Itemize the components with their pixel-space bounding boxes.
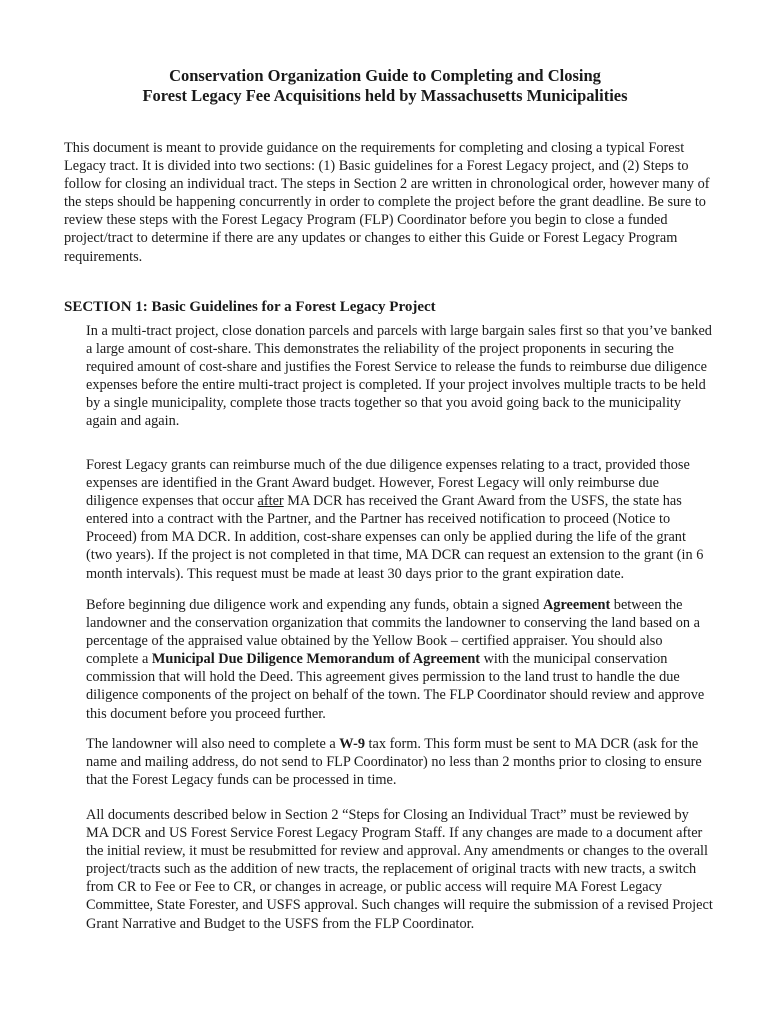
para3-agreement-bold: Agreement [542, 597, 611, 613]
para4-text-a: The landowner will also need to complete a [86, 736, 340, 752]
para3-text-a: Before beginning due diligence work and expending any funds, obtain a signed [86, 597, 543, 613]
title-line-1: Conservation Organization Guide to Completing and Closing [169, 66, 601, 85]
section-1-heading: SECTION 1: Basic Guidelines for a Forest Legacy Project [64, 299, 436, 315]
para3-memo-bold: Municipal Due Diligence Memorandum of Agreement [151, 651, 481, 668]
para2-text-b: MA DCR has received the Grant Award from the USFS, the state has entered into a contract with the Partner, and the Partner has received notification to proceed (Notice to Proceed) from MA DCR. In addition, cost-share expenses can only be applied during the life of the grant (two years). If the project is not completed in that time, MA DCR can request an extension to the grant (in 6 month intervals). This request must be made at least 30 days prior to the grant expiration date. [86, 493, 704, 582]
para3-text-b: between the landowner and the conservation organization that commits the landowner to conserving the land based on a percentage of the appraised value obtained by the Yellow Book – certified appraiser. You should also complete a [86, 597, 700, 668]
paragraph-grant-reimbursement [86, 456, 714, 583]
para2-text-a: Forest Legacy grants can reimburse much of the due diligence expenses relating to a tract, provided those expenses are identified in the Grant Award budget. However, Forest Legacy will only reimburse due diligence expenses that occur [86, 457, 690, 510]
paragraph-review-requirements: All documents described below in Section 2 “Steps for Closing an Individual Tract” must be reviewed by MA DCR and US Forest Service Forest Legacy Program Staff. If any changes are made to a document after the initial review, it must be resubmitted for review and approval. Any amendments or changes to the overall project/tracts such as the addition of new tracts, the replacement of original tracts with new tracts, a switch from CR to Fee or Fee to CR, or changes in acreage, or public access will require MA Forest Legacy Committee, State Forester, and USFS approval. Such changes will require the submission of a revised Project Grant Narrative and Budget to the USFS from the FLP Coordinator. [86, 807, 713, 932]
para3-text-c: with the municipal conservation commission that will hold the Deed. This agreement gives permission to the land trust to handle the due diligence components of the project on behalf of the town. The FLP Coordinator should review and approve this document before you proceed further. [86, 651, 705, 722]
paragraph-w9 [86, 735, 714, 789]
paragraph-multi-tract: In a multi-tract project, close donation parcels and parcels with large bargain sales first so that you’ve banked a large amount of cost-share. This demonstrates the reliability of the project proponents in securing the required amount of cost-share and justifies the Forest Service to release the funds to reimburse due diligence expenses before the entire multi-tract project is completed. If your project involves multiple tracts to be held by a single municipality, complete those tracts together so that you avoid going back to the municipality again and again. [86, 323, 712, 430]
document-title [0, 66, 770, 106]
para2-after-underlined: after [257, 493, 284, 510]
para4-text-b: tax form. This form must be sent to MA DCR (ask for the name and mailing address, do not send to FLP Coordinator) no less than 2 months prior to closing to ensure that the Forest Legacy funds can be processed in time. [86, 736, 702, 789]
title-line-2: Forest Legacy Fee Acquisitions held by Massachusetts Municipalities [142, 86, 628, 105]
intro-paragraph: This document is meant to provide guidance on the requirements for completing and closing a typical Forest Legacy tract. It is divided into two sections: (1) Basic guidelines for a Forest Legacy project, and (2) Steps to follow for closing an individual tract. The steps in Section 2 are written in chronological order, however many of the steps should be happening concurrently in order to complete the project before the grant deadline. Be sure to review these steps with the Forest Legacy Program (FLP) Coordinator before you begin to close a funded project/tract to determine if there are any updates or changes to either this Guide or Forest Legacy Program requirements. [64, 140, 710, 265]
paragraph-agreement [86, 596, 714, 723]
para4-w9-bold: W-9 [339, 736, 365, 752]
